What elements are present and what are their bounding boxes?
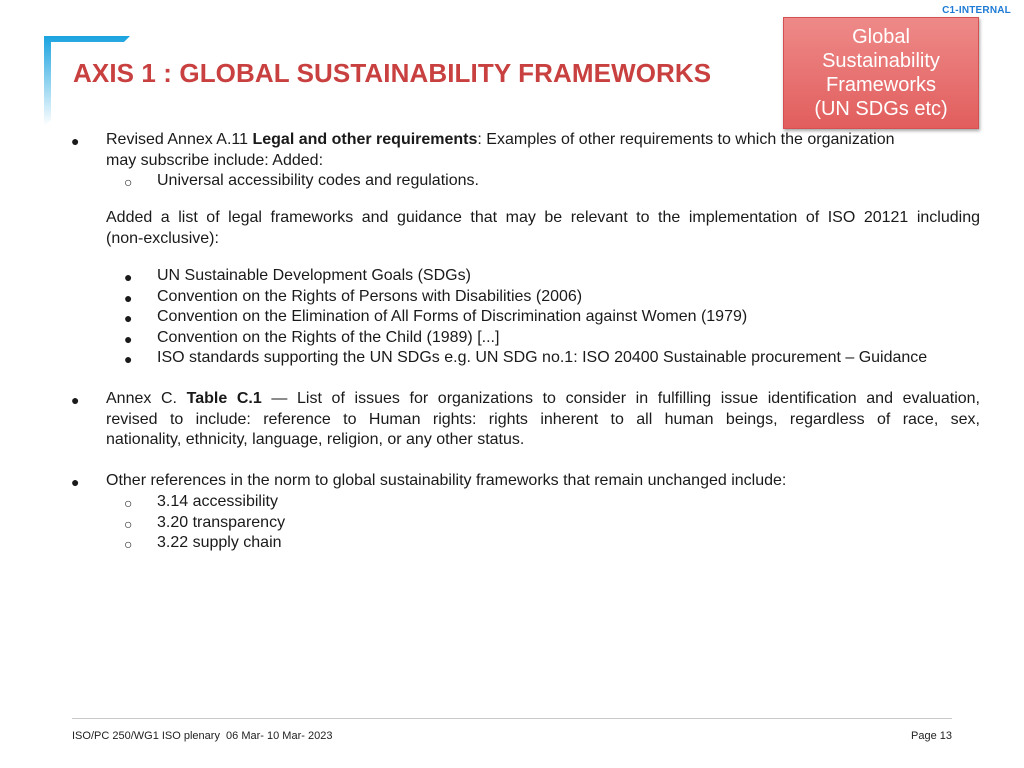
framework-item: Convention on the Rights of the Child (1989) [...] <box>157 328 500 346</box>
table-c1-heading: Table C.1 <box>186 390 262 407</box>
framework-item: Convention on the Elimination of All Forms of Discrimination against Women (1979) <box>157 308 748 325</box>
sub-bullet-marker: ○ <box>124 536 133 552</box>
footer-meeting-info: ISO/PC 250/WG1 ISO plenary 06 Mar- 10 Mar- 2023 <box>72 730 333 742</box>
bullet-marker: ● <box>124 289 133 306</box>
bullet-marker: ● <box>71 133 80 149</box>
bullet-marker: ● <box>71 392 80 408</box>
annex-a11-text: : Examples of other requirements to which the organization <box>477 131 895 148</box>
global-frameworks-callout <box>783 17 979 129</box>
framework-item: Convention on the Rights of Persons with Disabilities (2006) <box>157 287 583 305</box>
callout-line: Sustainability <box>822 50 940 72</box>
page-number: Page 13 <box>911 730 952 742</box>
footer-divider <box>72 718 952 719</box>
annex-a11-line-2: may subscribe include: Added: <box>106 151 324 169</box>
bullet-marker: ● <box>124 269 133 285</box>
classification-label: C1-INTERNAL <box>942 5 1011 16</box>
framework-item: UN Sustainable Development Goals (SDGs) <box>157 267 471 284</box>
reference-item: 3.20 transparency <box>157 513 286 531</box>
annex-c-block <box>106 389 980 451</box>
bullet-marker: ● <box>71 474 80 490</box>
bullet-marker: ● <box>124 310 133 326</box>
annex-c-text: — List of issues for organizations to consider in fulfilling issue identification and evaluation, <box>261 390 981 407</box>
sub-bullet-marker: ○ <box>124 495 133 511</box>
paragraph-line: (non-exclusive): <box>106 229 219 247</box>
slide-title: AXIS 1 : GLOBAL SUSTAINABILITY FRAMEWORKS <box>73 58 712 88</box>
legal-requirements-heading: Legal and other requirements <box>252 131 478 148</box>
callout-line: Frameworks <box>825 74 936 96</box>
reference-item: 3.14 accessibility <box>157 493 278 510</box>
reference-item: 3.22 supply chain <box>157 534 282 551</box>
annex-c-line <box>106 389 980 410</box>
annex-c-line: revised to include: reference to Human rights: rights inherent to all human beings, regardless of race, sex, <box>106 410 980 428</box>
sub-bullet-marker: ○ <box>124 515 133 532</box>
callout-line: Global <box>852 26 910 48</box>
framework-item: ISO standards supporting the UN SDGs e.g. UN SDG no.1: ISO 20400 Sustainable procurement – Guidance <box>157 349 928 366</box>
accessibility-codes-item: Universal accessibility codes and regulations. <box>157 172 479 189</box>
annex-c-prefix: Annex C. <box>106 390 187 407</box>
callout-line: (UN SDGs etc) <box>814 98 948 120</box>
bullet-marker: ● <box>124 351 133 367</box>
annex-c-line: nationality, ethnicity, language, religion, or any other status. <box>106 431 525 448</box>
legal-frameworks-paragraph <box>106 208 980 249</box>
paragraph-line: Added a list of legal frameworks and guidance that may be relevant to the implementation of ISO 20121 including <box>106 209 980 226</box>
sub-bullet-marker: ○ <box>124 174 133 190</box>
other-references-line: Other references in the norm to global sustainability frameworks that remain unchanged include: <box>106 472 787 489</box>
annex-a11-prefix: Revised Annex A.11 <box>106 131 253 148</box>
annex-a11-line <box>106 130 895 151</box>
bullet-marker: ● <box>124 330 133 347</box>
